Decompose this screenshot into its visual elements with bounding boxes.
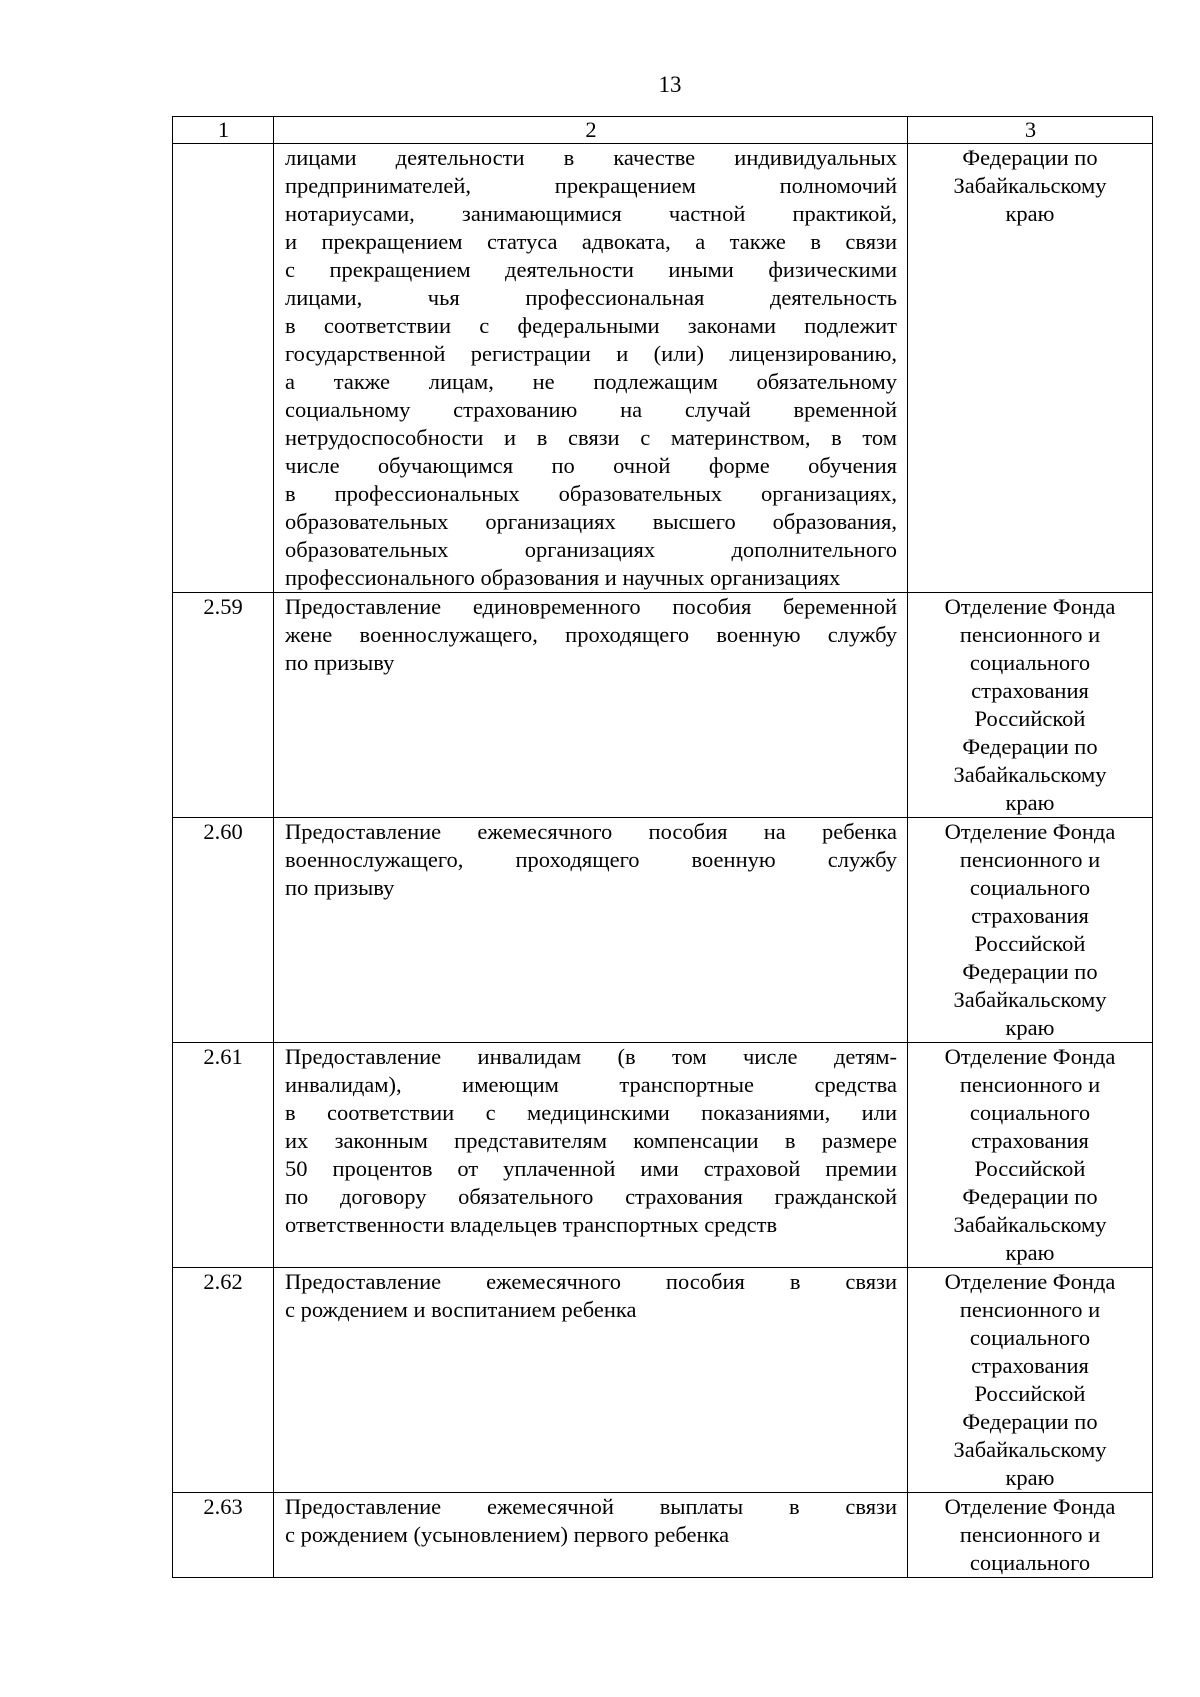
table-row (173, 593, 1153, 818)
table-row (173, 1043, 1153, 1268)
organization-line: Забайкальскому (953, 987, 1107, 1012)
organization-line: социального (969, 1100, 1091, 1125)
organization-line: Отделение Фонда (944, 594, 1116, 619)
description-line: Предоставление инвалидам (в том числе детям- (285, 1044, 897, 1069)
header-col-2: 2 (274, 117, 908, 144)
description-line: их законным представителям компенсации в размере (285, 1128, 897, 1153)
organization-line: пенсионного и (959, 1297, 1101, 1322)
organization-line: Забайкальскому (953, 173, 1107, 198)
services-table (172, 116, 1153, 1578)
organization-line: Федерации по (962, 1409, 1098, 1434)
organization-line: Российской (974, 1381, 1086, 1406)
organization-line: Российской (974, 706, 1086, 731)
row-number: 2.61 (173, 1043, 274, 1268)
organization-line: краю (1005, 1015, 1055, 1040)
description-line: числе обучающимся по очной форме обучения (285, 453, 897, 478)
service-description (274, 1268, 908, 1493)
responsible-organization (908, 593, 1153, 818)
service-description (274, 593, 908, 818)
description-line: с прекращением деятельности иными физическими (285, 257, 897, 282)
organization-line: социального (969, 1550, 1091, 1575)
service-description (274, 144, 908, 593)
organization-line: Отделение Фонда (944, 1269, 1116, 1294)
table-row (173, 1493, 1153, 1578)
organization-line: Федерации по (962, 734, 1098, 759)
organization-line: страхования (971, 1353, 1089, 1378)
row-number: 2.63 (173, 1493, 274, 1578)
organization-line: краю (1005, 1465, 1055, 1490)
service-description (274, 1493, 908, 1578)
organization-line: пенсионного и (959, 847, 1101, 872)
description-line: социальному страхованию на случай временной (285, 397, 897, 422)
header-col-3: 3 (908, 117, 1153, 144)
organization-line: страхования (971, 903, 1089, 928)
description-line: лицами деятельности в качестве индивидуальных (285, 145, 897, 170)
header-col-1: 1 (173, 117, 274, 144)
organization-line: Федерации по (962, 1184, 1098, 1209)
table-header-row (173, 117, 1153, 144)
responsible-organization (908, 1493, 1153, 1578)
organization-line: Российской (974, 1156, 1086, 1181)
description-line: лицами, чья профессиональная деятельность (285, 285, 897, 310)
row-number: 2.62 (173, 1268, 274, 1493)
description-line: образовательных организациях дополнительного (285, 537, 897, 562)
description-line: нетрудоспособности и в связи с материнством, в том (285, 425, 897, 450)
description-line: с рождением (усыновлением) первого ребенка (285, 1522, 730, 1547)
description-line: Предоставление ежемесячного пособия на ребенка (285, 819, 897, 844)
description-line: 50 процентов от уплаченной ими страховой премии (285, 1156, 897, 1181)
service-description (274, 818, 908, 1043)
organization-line: Забайкальскому (953, 762, 1107, 787)
description-line: образовательных организациях высшего образования, (285, 509, 897, 534)
description-line: с рождением и воспитанием ребенка (285, 1297, 637, 1322)
organization-line: Забайкальскому (953, 1212, 1107, 1237)
description-line: в соответствии с медицинскими показаниями, или (285, 1100, 897, 1125)
row-number: 2.59 (173, 593, 274, 818)
organization-line: краю (1005, 201, 1055, 226)
description-line: профессионального образования и научных организациях (285, 565, 841, 590)
description-line: по призыву (285, 650, 395, 675)
description-line: жене военнослужащего, проходящего военную службу (285, 622, 897, 647)
organization-line: Отделение Фонда (944, 1494, 1116, 1519)
organization-line: Забайкальскому (953, 1437, 1107, 1462)
responsible-organization (908, 144, 1153, 593)
description-line: Предоставление единовременного пособия беременной (285, 594, 897, 619)
organization-line: социального (969, 650, 1091, 675)
row-number (173, 144, 274, 593)
responsible-organization (908, 1043, 1153, 1268)
organization-line: пенсионного и (959, 1072, 1101, 1097)
responsible-organization (908, 1268, 1153, 1493)
organization-line: пенсионного и (959, 622, 1101, 647)
description-line: а также лицам, не подлежащим обязательному (285, 369, 897, 394)
description-line: военнослужащего, проходящего военную службу (285, 847, 897, 872)
service-description (274, 1043, 908, 1268)
description-line: по призыву (285, 875, 395, 900)
responsible-organization (908, 818, 1153, 1043)
organization-line: Федерации по (962, 145, 1098, 170)
description-line: нотариусами, занимающимися частной практикой, (285, 201, 897, 226)
organization-line: Федерации по (962, 959, 1098, 984)
organization-line: социального (969, 875, 1091, 900)
description-line: в соответствии с федеральными законами подлежит (285, 313, 897, 338)
organization-line: социального (969, 1325, 1091, 1350)
organization-line: краю (1005, 790, 1055, 815)
row-number: 2.60 (173, 818, 274, 1043)
description-line: Предоставление ежемесячной выплаты в связи (285, 1494, 897, 1519)
table-row (173, 818, 1153, 1043)
page-number: 13 (658, 72, 682, 97)
organization-line: страхования (971, 1128, 1089, 1153)
organization-line: пенсионного и (959, 1522, 1101, 1547)
organization-line: Российской (974, 931, 1086, 956)
description-line: в профессиональных образовательных организациях, (285, 481, 897, 506)
organization-line: Отделение Фонда (944, 819, 1116, 844)
description-line: ответственности владельцев транспортных средств (285, 1212, 778, 1237)
description-line: инвалидам), имеющим транспортные средства (285, 1072, 897, 1097)
description-line: предпринимателей, прекращением полномочий (285, 173, 897, 198)
organization-line: Отделение Фонда (944, 1044, 1116, 1069)
table-row (173, 144, 1153, 593)
description-line: по договору обязательного страхования гражданской (285, 1184, 897, 1209)
table-row (173, 1268, 1153, 1493)
description-line: Предоставление ежемесячного пособия в связи (285, 1269, 897, 1294)
description-line: государственной регистрации и (или) лицензированию, (285, 341, 897, 366)
organization-line: страхования (971, 678, 1089, 703)
organization-line: краю (1005, 1240, 1055, 1265)
description-line: и прекращением статуса адвоката, а также в связи (285, 229, 897, 254)
